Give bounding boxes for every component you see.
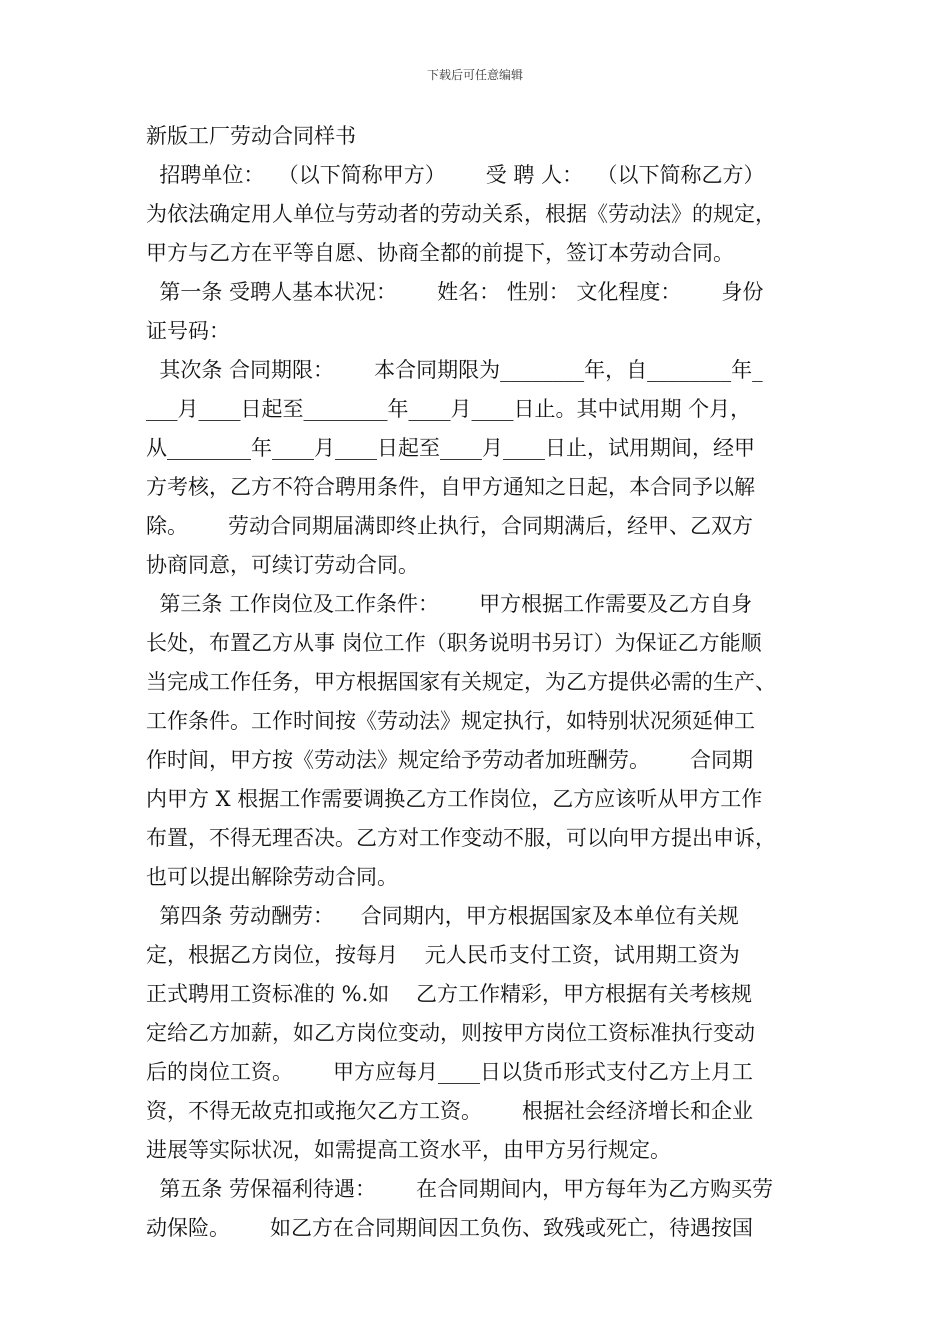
text-line: 第五条 劳保福利待遇： 在合同期间内，甲方每年为乙方购买劳 (146, 1177, 774, 1201)
text-line: 第一条 受聘人基本状况： 姓名： 性别： 文化程度： 身份 (146, 280, 764, 304)
text-line: 工作条件。工作时间按《劳动法》规定执行，如特别状况须延伸工 (146, 709, 755, 733)
text-line: 当完成工作任务，甲方根据国家有关规定，为乙方提供必需的生产、 (146, 670, 776, 694)
text-line: 第三条 工作岗位及工作条件： 甲方根据工作需要及乙方自身 (146, 592, 753, 616)
contract-text (146, 156, 810, 1248)
text-line: 进展等实际状况，如需提高工资水平，由甲方另行规定。 (146, 1138, 671, 1162)
text-line: 作时间，甲方按《劳动法》规定给予劳动者加班酬劳。 合同期 (146, 748, 754, 772)
text-line: 证号码： (146, 319, 230, 343)
text-line: 招聘单位： （以下简称甲方） 受 聘 人： （以下简称乙方） (146, 163, 765, 187)
text-line: 除。 劳动合同期届满即终止执行，合同期满后，经甲、乙双方 (146, 514, 754, 538)
text-line: 从________年____月____日起至____月____日止，试用期间，经甲 (146, 436, 755, 460)
page-header-note: 下载后可任意编辑 (426, 68, 523, 82)
text-line: 甲方与乙方在平等自愿、协商全都的前提下，签订本劳动合同。 (146, 241, 734, 265)
text-line: 方考核，乙方不符合聘用条件，自甲方通知之日起，本合同予以解 (146, 475, 755, 499)
text-line: 内甲方 X 根据工作需要调换乙方工作岗位，乙方应该听从甲方工作 (146, 787, 763, 811)
text-line: 长处，布置乙方从事 岗位工作（职务说明书另订）为保证乙方能顺 (146, 631, 762, 655)
text-line: 为依法确定用人单位与劳动者的劳动关系，根据《劳动法》的规定， (146, 202, 776, 226)
text-line: 资，不得无故克扣或拖欠乙方工资。 根据社会经济增长和企业 (146, 1099, 754, 1123)
text-line: 第四条 劳动酬劳： 合同期内，甲方根据国家及本单位有关规 (146, 904, 739, 928)
contract-body (146, 116, 810, 1248)
text-line: 布置，不得无理否决。乙方对工作变动不服，可以向甲方提出申诉， (146, 826, 776, 850)
document-title: 新版工厂劳动合同样书 (146, 124, 356, 148)
text-line: 也可以提出解除劳动合同。 (146, 865, 398, 889)
text-line: ___月____日起至________年____月____日止。其中试用期 个月， (146, 397, 752, 421)
text-line: 动保险。 如乙方在合同期间因工负伤、致残或死亡，待遇按国 (146, 1216, 754, 1240)
text-line: 协商同意，可续订劳动合同。 (146, 553, 419, 577)
text-line: 定，根据乙方岗位，按每月 元人民币支付工资，试用期工资为 (146, 943, 740, 967)
text-line: 其次条 合同期限： 本合同期限为________年，自________年_ (146, 358, 763, 382)
text-line: 后的岗位工资。 甲方应每月____日以货币形式支付乙方上月工 (146, 1060, 754, 1084)
text-line: 定给乙方加薪，如乙方岗位变动，则按甲方岗位工资标准执行变动 (146, 1021, 755, 1045)
text-line: 正式聘用工资标准的 %.如 乙方工作精彩，甲方根据有关考核规 (146, 982, 753, 1006)
